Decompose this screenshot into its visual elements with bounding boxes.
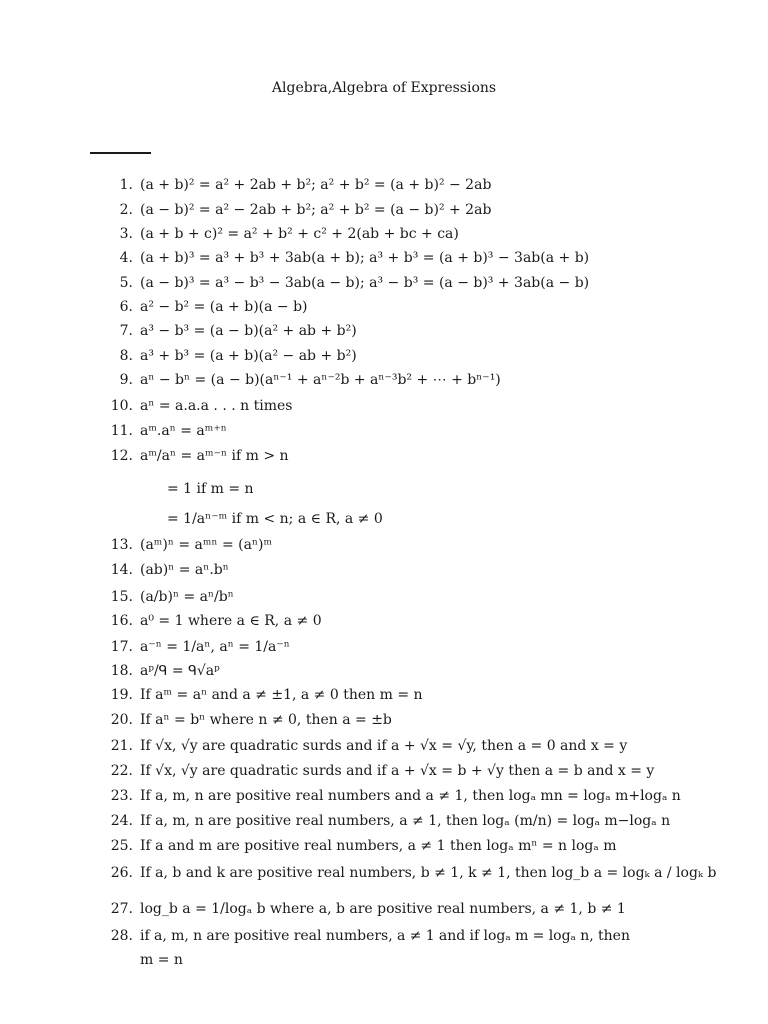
formula-text: = 1/aⁿ⁻ᵐ if m < n; a ∈ R, a ≠ 0	[167, 511, 383, 527]
formula-text: if a, m, n are positive real numbers, a ≠ 1 and if logₐ m = logₐ n, then	[140, 928, 630, 944]
formula-text: If aⁿ = bⁿ where n ≠ 0, then a = ±b	[140, 712, 392, 728]
formula-line	[0, 764, 768, 788]
formula-text: (a + b)³ = a³ + b³ + 3ab(a + b); a³ + b³ = (a + b)³ − 3ab(a + b)	[140, 250, 590, 266]
formula-line	[0, 614, 768, 638]
formula-number: 20.	[110, 712, 133, 728]
formula-line	[0, 664, 768, 688]
formula-number: 25.	[110, 838, 133, 854]
formula-number: 11.	[110, 423, 133, 439]
formula-text: a⁰ = 1 where a ∈ R, a ≠ 0	[140, 613, 322, 629]
formula-number: 21.	[110, 738, 133, 754]
formula-text: (a + b + c)² = a² + b² + c² + 2(ab + bc + ca)	[140, 226, 459, 242]
formula-text: log_b a = 1/logₐ b where a, b are positive real numbers, a ≠ 1, b ≠ 1	[140, 901, 626, 917]
formula-text: a⁻ⁿ = 1/aⁿ, aⁿ = 1/a⁻ⁿ	[140, 639, 290, 655]
formula-number: 26.	[110, 865, 133, 881]
formula-line	[0, 538, 768, 562]
formula-text: If √x, √y are quadratic surds and if a + √x = b + √y then a = b and x = y	[140, 763, 655, 779]
formula-line	[0, 902, 768, 926]
formula-text: (a/b)ⁿ = aⁿ/bⁿ	[140, 589, 234, 605]
formula-text: (ab)ⁿ = aⁿ.bⁿ	[140, 562, 229, 578]
formula-line	[0, 276, 768, 300]
formula-text: (aᵐ)ⁿ = aᵐⁿ = (aⁿ)ᵐ	[140, 537, 273, 553]
formula-text: aᵐ/aⁿ = aᵐ⁻ⁿ if m > n	[140, 448, 289, 464]
formula-line	[0, 399, 768, 423]
formula-number: 19.	[110, 687, 133, 703]
formula-text: aⁿ − bⁿ = (a − b)(aⁿ⁻¹ + aⁿ⁻²b + aⁿ⁻³b² + ⋯ + bⁿ⁻¹)	[140, 372, 501, 388]
formula-line	[0, 590, 768, 614]
formula-text: (a + b)² = a² + 2ab + b²; a² + b² = (a + b)² − 2ab	[140, 177, 492, 193]
formula-number: 10.	[110, 398, 133, 414]
formula-line	[0, 449, 768, 473]
formula-line	[0, 373, 768, 397]
formula-number: 1.	[119, 177, 133, 193]
formula-text: If a, m, n are positive real numbers, a ≠ 1, then logₐ (m/n) = logₐ m−logₐ n	[140, 813, 671, 829]
title-rest: ,Algebra of Expressions	[327, 80, 497, 96]
formula-number: 13.	[110, 537, 133, 553]
formula-number: 28.	[110, 928, 133, 944]
formula-text: If aᵐ = aⁿ and a ≠ ±1, a ≠ 0 then m = n	[140, 687, 423, 703]
formula-number: 22.	[110, 763, 133, 779]
formula-text: If a and m are positive real numbers, a ≠ 1 then logₐ mⁿ = n logₐ m	[140, 838, 617, 854]
formula-number: 8.	[119, 348, 133, 364]
page-title	[0, 80, 768, 96]
formula-text: aⁿ = a.a.a . . . n times	[140, 398, 293, 414]
formula-text: aᵖ/ᑫ = ᑫ√aᵖ	[140, 663, 220, 679]
formula-number: 9.	[119, 372, 133, 388]
formula-line	[0, 203, 768, 227]
title-main: Algebra	[271, 80, 328, 96]
formula-number: 7.	[119, 323, 133, 339]
formula-number: 14.	[110, 562, 133, 578]
formula-line	[0, 227, 768, 251]
formula-text: a² − b² = (a + b)(a − b)	[140, 299, 308, 315]
formula-line	[0, 324, 768, 348]
formula-line	[0, 640, 768, 664]
formula-number: 16.	[110, 613, 133, 629]
formula-line	[0, 512, 768, 536]
formula-text: a³ − b³ = (a − b)(a² + ab + b²)	[140, 323, 357, 339]
formula-text: = 1 if m = n	[167, 481, 254, 497]
formula-text: If a, b and k are positive real numbers, b ≠ 1, k ≠ 1, then log_b a = logₖ a / logₖ b	[140, 865, 717, 881]
formula-line	[0, 789, 768, 813]
formula-number: 15.	[110, 589, 133, 605]
formula-text: If √x, √y are quadratic surds and if a + √x = √y, then a = 0 and x = y	[140, 738, 628, 754]
formula-text: a³ + b³ = (a + b)(a² − ab + b²)	[140, 348, 357, 364]
section-rule	[90, 152, 151, 154]
formula-number: 5.	[119, 275, 133, 291]
formula-line	[0, 839, 768, 863]
formula-number: 6.	[119, 299, 133, 315]
formula-number: 17.	[110, 639, 133, 655]
formula-line	[0, 953, 768, 977]
formula-number: 24.	[110, 813, 133, 829]
formula-text: (a − b)³ = a³ − b³ − 3ab(a − b); a³ − b³ = (a − b)³ + 3ab(a − b)	[140, 275, 590, 291]
formula-line	[0, 300, 768, 324]
formula-line	[0, 814, 768, 838]
formula-line	[0, 563, 768, 587]
formula-line	[0, 178, 768, 202]
formula-line	[0, 251, 768, 275]
formula-text: If a, m, n are positive real numbers and a ≠ 1, then logₐ mn = logₐ m+logₐ n	[140, 788, 681, 804]
formula-line	[0, 739, 768, 763]
formula-text: aᵐ.aⁿ = aᵐ⁺ⁿ	[140, 423, 227, 439]
formula-number: 3.	[119, 226, 133, 242]
formula-text: m = n	[140, 952, 183, 968]
formula-line	[0, 866, 768, 890]
formula-number: 27.	[110, 901, 133, 917]
formula-text: (a − b)² = a² − 2ab + b²; a² + b² = (a − b)² + 2ab	[140, 202, 492, 218]
formula-number: 4.	[119, 250, 133, 266]
formula-number: 23.	[110, 788, 133, 804]
formula-line	[0, 688, 768, 712]
formula-line	[0, 929, 768, 953]
formula-line	[0, 424, 768, 448]
formula-number: 2.	[119, 202, 133, 218]
formula-number: 12.	[110, 448, 133, 464]
formula-line	[0, 713, 768, 737]
formula-number: 18.	[110, 663, 133, 679]
formula-line	[0, 349, 768, 373]
formula-line	[0, 482, 768, 506]
